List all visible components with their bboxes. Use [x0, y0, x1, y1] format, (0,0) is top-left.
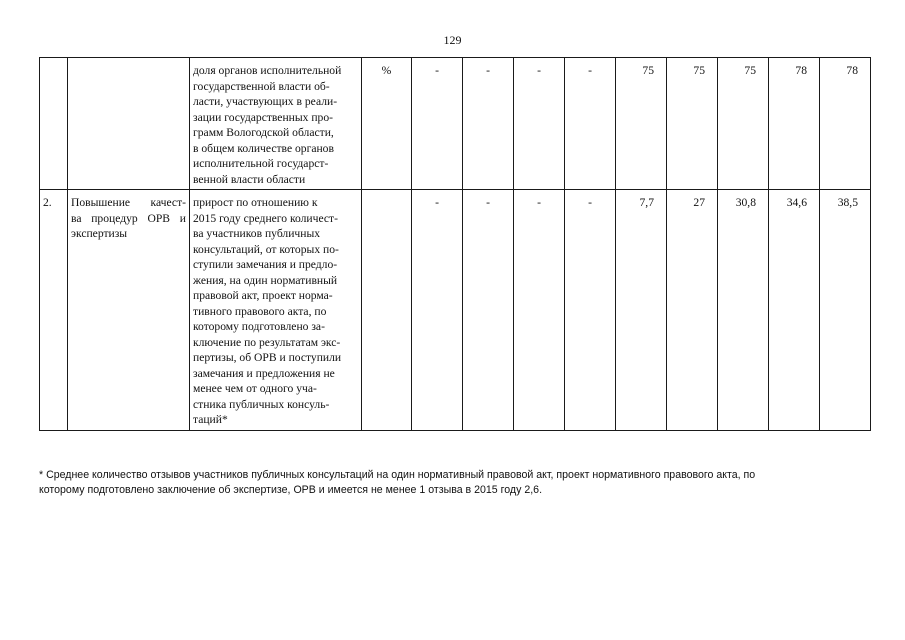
- text-line: грамм Вологодской области,: [193, 126, 334, 139]
- table-row: [40, 58, 871, 190]
- value-cell: 75: [667, 58, 718, 190]
- value-cell: 38,5: [820, 190, 871, 431]
- text-line: ступили замечания и предло-: [193, 258, 338, 271]
- text-line: ключение по результатам экс-: [193, 335, 341, 349]
- value-cell: -: [565, 58, 616, 190]
- text-line: менее чем от одного уча-: [193, 382, 317, 395]
- value-cell: 75: [718, 58, 769, 190]
- value-cell: 78: [820, 58, 871, 190]
- value-cell: 34,6: [769, 190, 820, 431]
- text-line: стника публичных консуль-: [193, 397, 330, 411]
- value-cell: 78: [769, 58, 820, 190]
- task-cell: [68, 58, 190, 190]
- text-line: пертизы, об ОРВ и поступили: [193, 351, 342, 364]
- text-line: экспертизы: [71, 227, 128, 240]
- value-cell: -: [514, 190, 565, 431]
- footnote: [39, 468, 869, 498]
- value-cell: 30,8: [718, 190, 769, 431]
- table-row: [40, 190, 871, 431]
- task-cell: [68, 190, 190, 431]
- value-cell: -: [514, 58, 565, 190]
- row-index-cell: [40, 58, 68, 190]
- unit-cell: %: [362, 58, 412, 190]
- text-line: венной власти области: [193, 172, 306, 186]
- value-cell: -: [565, 190, 616, 431]
- text-line: правовой акт, проект норма-: [193, 289, 333, 302]
- text-line: замечания и предложения не: [193, 366, 335, 380]
- text-line: 2015 году среднего количест-: [193, 211, 338, 225]
- value-cell: -: [412, 190, 463, 431]
- value-cell: 7,7: [616, 190, 667, 431]
- text-line: жения, на один нормативный: [193, 273, 338, 287]
- text-line: консультаций, от которых по-: [193, 242, 339, 256]
- text-line: прирост по отношению к: [193, 196, 318, 209]
- unit-cell: [362, 190, 412, 431]
- text-line: Повышение качест-: [71, 196, 186, 209]
- text-line: исполнительной государст-: [193, 157, 329, 170]
- text-line: ласти, участвующих в реали-: [193, 95, 338, 108]
- value-cell: 75: [616, 58, 667, 190]
- row-index-cell: 2.: [40, 190, 68, 431]
- page-number: 129: [443, 33, 462, 47]
- value-cell: 27: [667, 190, 718, 431]
- text-line: тивного правового акта, по: [193, 304, 327, 318]
- indicator-cell: [190, 58, 362, 190]
- text-line: ва участников публичных: [193, 227, 321, 240]
- text-line: зации государственных про-: [193, 110, 334, 124]
- text-line: которому подготовлено за-: [193, 320, 325, 333]
- value-cell: -: [463, 58, 514, 190]
- indicators-table: [39, 57, 871, 431]
- text-line: доля органов исполнительной: [193, 64, 342, 77]
- text-line: в общем количестве органов: [193, 141, 334, 155]
- value-cell: -: [463, 190, 514, 431]
- text-line: государственной власти об-: [193, 79, 330, 93]
- text-line: * Среднее количество отзывов участников публичных консультаций на один нормативный правовой акт, проект нормативного правового акта, по: [39, 469, 756, 481]
- value-cell: -: [412, 58, 463, 190]
- text-line: таций*: [193, 413, 228, 426]
- text-line: которому подготовлено заключение об экспертизе, ОРВ и имеется не менее 1 отзыва в 2015 году 2,6.: [39, 484, 543, 496]
- text-line: ва процедур ОРВ и: [71, 211, 186, 225]
- indicator-cell: [190, 190, 362, 431]
